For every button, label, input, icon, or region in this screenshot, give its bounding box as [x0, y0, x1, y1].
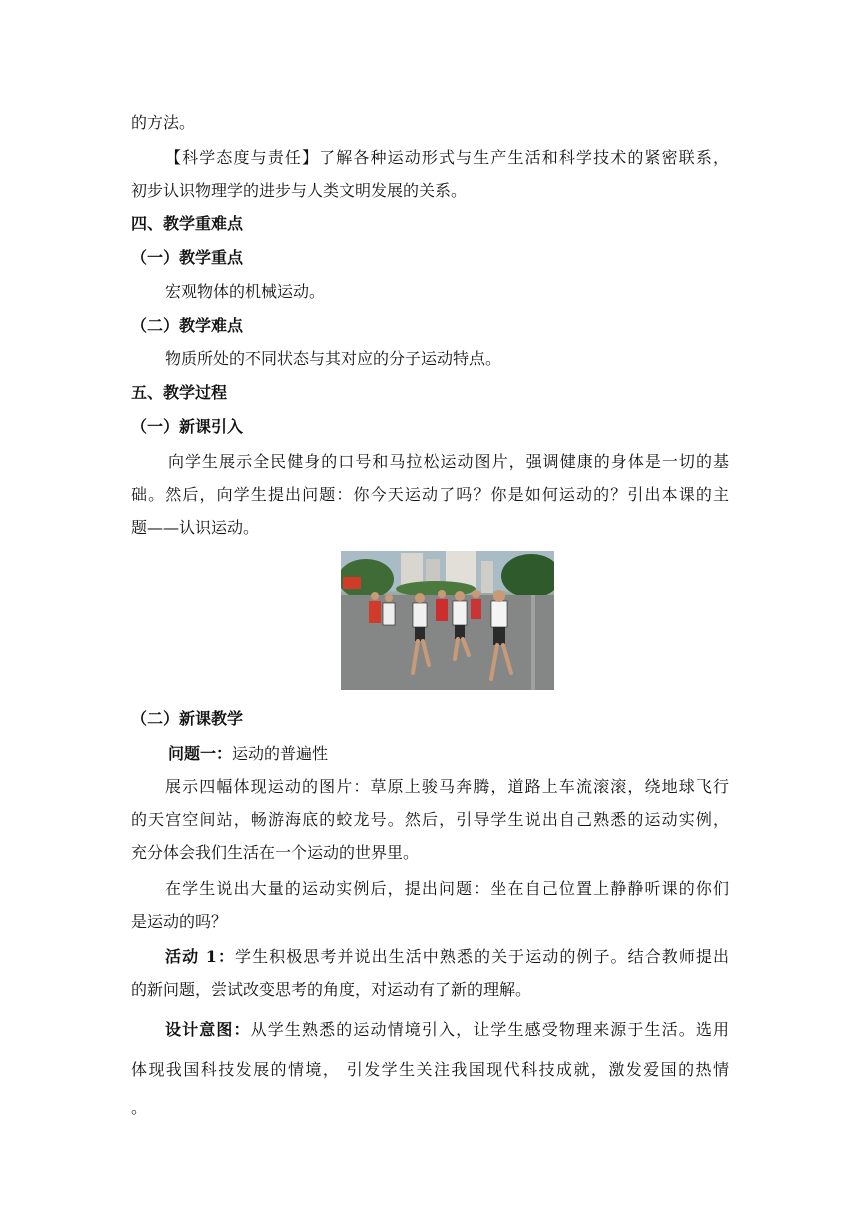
ask-line-2: 是运动的吗？ — [131, 912, 228, 931]
marathon-photo — [341, 551, 554, 690]
design-text: 从学生熟悉的运动情境引入，让学生感受物理来源于生活。选用 — [250, 1020, 729, 1039]
activity-text: 学生积极思考并说出生活中熟悉的关于运动的例子。结合教师提出 — [235, 947, 729, 966]
activity-label: 活动 1： — [165, 947, 236, 966]
subheading-intro: （一）新课引入 — [131, 417, 244, 436]
paragraph-tail: 的方法。 — [131, 113, 196, 132]
intro-line-2: 础。然后，向学生提出问题：你今天运动了吗？你是如何运动的？引出本课的主 — [131, 485, 729, 504]
design-label: 设计意图： — [165, 1020, 251, 1039]
ask-line-1: 在学生说出大量的运动实例后，提出问题：坐在自己位置上静静听课的你们 — [165, 879, 729, 898]
section-heading-4: 四、教学重难点 — [131, 214, 244, 233]
attitude-line-2: 初步认识物理学的进步与人类文明发展的关系。 — [131, 181, 468, 200]
show-line-3: 充分体会我们生活在一个运动的世界里。 — [131, 843, 420, 862]
intro-line-3: 题——认识运动。 — [131, 518, 260, 537]
marathon-illustration — [341, 551, 554, 690]
key-points-text: 宏观物体的机械运动。 — [165, 282, 326, 301]
question-one — [168, 744, 328, 764]
design-line-2: 体现我国科技发展的情境， 引发学生关注我国现代科技成就，激发爱国的热情 — [131, 1060, 729, 1079]
question-one-text: 运动的普遍性 — [232, 744, 329, 763]
activity-line-1 — [165, 947, 729, 967]
design-line-3: 。 — [131, 1098, 148, 1117]
attitude-line-1: 【科学态度与责任】了解各种运动形式与生产生活和科学技术的紧密联系， — [165, 148, 729, 167]
show-line-1: 展示四幅体现运动的图片：草原上骏马奔腾，道路上车流滚滚，绕地球飞行 — [165, 777, 729, 796]
subheading-difficulties: （二）教学难点 — [131, 316, 244, 335]
design-line-1 — [165, 1020, 729, 1040]
question-one-label: 问题一： — [168, 744, 233, 763]
activity-line-2: 的新问题，尝试改变思考的角度，对运动有了新的理解。 — [131, 980, 532, 999]
show-line-2: 的天宫空间站，畅游海底的蛟龙号。然后，引导学生说出自己熟悉的运动实例， — [131, 810, 729, 829]
difficulties-text: 物质所处的不同状态与其对应的分子运动特点。 — [165, 349, 502, 368]
subheading-teaching: （二）新课教学 — [131, 709, 244, 728]
subheading-key-points: （一）教学重点 — [131, 248, 244, 267]
intro-line-1: 向学生展示全民健身的口号和马拉松运动图片，强调健康的身体是一切的基 — [168, 452, 729, 471]
section-heading-5: 五、教学过程 — [131, 383, 228, 402]
